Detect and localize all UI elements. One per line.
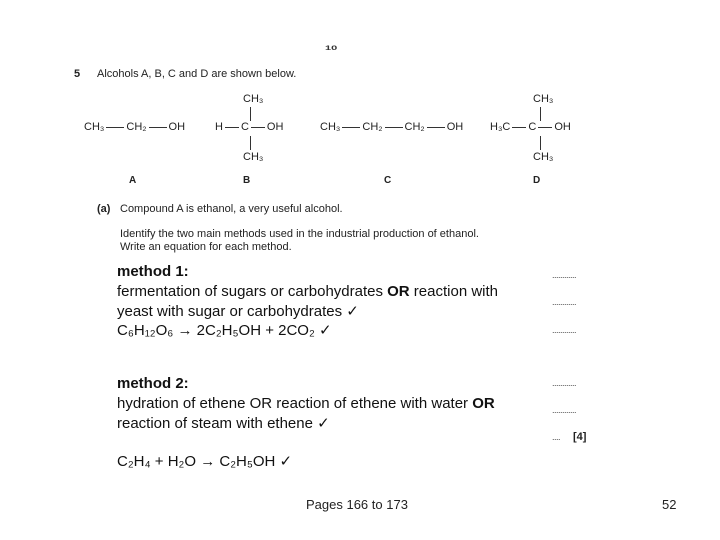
structure-c-part: CH₂: [404, 121, 425, 133]
method1-line1-a: fermentation of sugars or carbohydrates: [117, 283, 388, 300]
question-number: 5: [74, 68, 81, 80]
structure-a-mid: CH₂: [126, 121, 147, 133]
bond-vertical: [250, 136, 251, 150]
structure-d-top: CH₃: [533, 93, 554, 105]
structure-b-row: [215, 121, 283, 133]
bond: [512, 127, 526, 128]
answer-dots-short: ....: [552, 432, 561, 442]
method2-or: OR: [472, 395, 495, 412]
answer-dots: ............: [552, 378, 577, 388]
method1-line1: [117, 283, 498, 300]
structure-b-left: H: [215, 121, 223, 133]
part-a-text: Compound A is ethanol, a very useful alcohol.: [120, 203, 343, 215]
answer-dots: ............: [552, 405, 577, 415]
bond: [427, 127, 445, 128]
structure-d-right: OH: [554, 121, 571, 133]
footer-pages: Pages 166 to 173: [306, 497, 408, 512]
method1-equation: C₆H₁₂O₆ → 2C₂H₅OH + 2CO₂ ✓: [117, 322, 332, 339]
slide-number: 52: [662, 497, 677, 512]
structure-b-right: OH: [266, 121, 284, 133]
question-text: Alcohols A, B, C and D are shown below.: [97, 68, 297, 80]
structure-a-left: CH₃: [84, 121, 105, 133]
structure-d-left: H₃C: [490, 121, 511, 133]
bond: [342, 127, 360, 128]
bond: [385, 127, 403, 128]
method2-equation: C₂H₄ + H₂O → C₂H₅OH ✓: [117, 453, 293, 470]
bond: [538, 127, 552, 128]
structure-c: [320, 121, 463, 133]
bond: [106, 127, 124, 128]
answer-dots: ............: [552, 297, 577, 307]
answer-dots: ............: [552, 270, 577, 280]
bond-vertical: [250, 107, 251, 121]
structure-a-right: OH: [168, 121, 186, 133]
structure-b-center: C: [240, 121, 249, 133]
structure-d-label: D: [533, 175, 541, 186]
instruction-line-1: Identify the two main methods used in the industrial production of ethanol.: [120, 228, 479, 240]
marks-total: [4]: [573, 431, 587, 443]
method2-line1-a: hydration of ethene OR reaction of ethene with water: [117, 395, 473, 412]
method2-line1: [117, 395, 495, 412]
structure-d-center: C: [528, 121, 537, 133]
method1-line1-b: reaction with: [409, 283, 499, 300]
bond: [149, 127, 167, 128]
structure-c-label: C: [384, 175, 392, 186]
bond: [251, 127, 265, 128]
method2-line2: reaction of steam with ethene ✓: [117, 415, 330, 432]
method1-heading: method 1:: [117, 263, 189, 280]
structure-b-bottom: CH₃: [243, 151, 264, 163]
structure-a: [84, 121, 185, 133]
structure-d-bottom: CH₃: [533, 151, 554, 163]
exam-page-number: 10: [325, 44, 338, 52]
bond: [225, 127, 239, 128]
structure-b-label: B: [243, 175, 251, 186]
structure-c-part: OH: [446, 121, 464, 133]
part-a-label: (a): [97, 203, 111, 215]
structure-c-part: CH₃: [320, 121, 341, 133]
method1-or: OR: [387, 283, 410, 300]
method1-line2: yeast with sugar or carbohydrates ✓: [117, 303, 359, 320]
instruction-line-2: Write an equation for each method.: [120, 241, 292, 253]
structure-a-label: A: [129, 175, 137, 186]
answer-dots: ............: [552, 325, 577, 335]
bond-vertical: [540, 136, 541, 150]
method2-heading: method 2:: [117, 375, 189, 392]
structure-d-row: [490, 121, 571, 133]
structure-c-part: CH₂: [362, 121, 383, 133]
structure-b-top: CH₃: [243, 93, 264, 105]
bond-vertical: [540, 107, 541, 121]
